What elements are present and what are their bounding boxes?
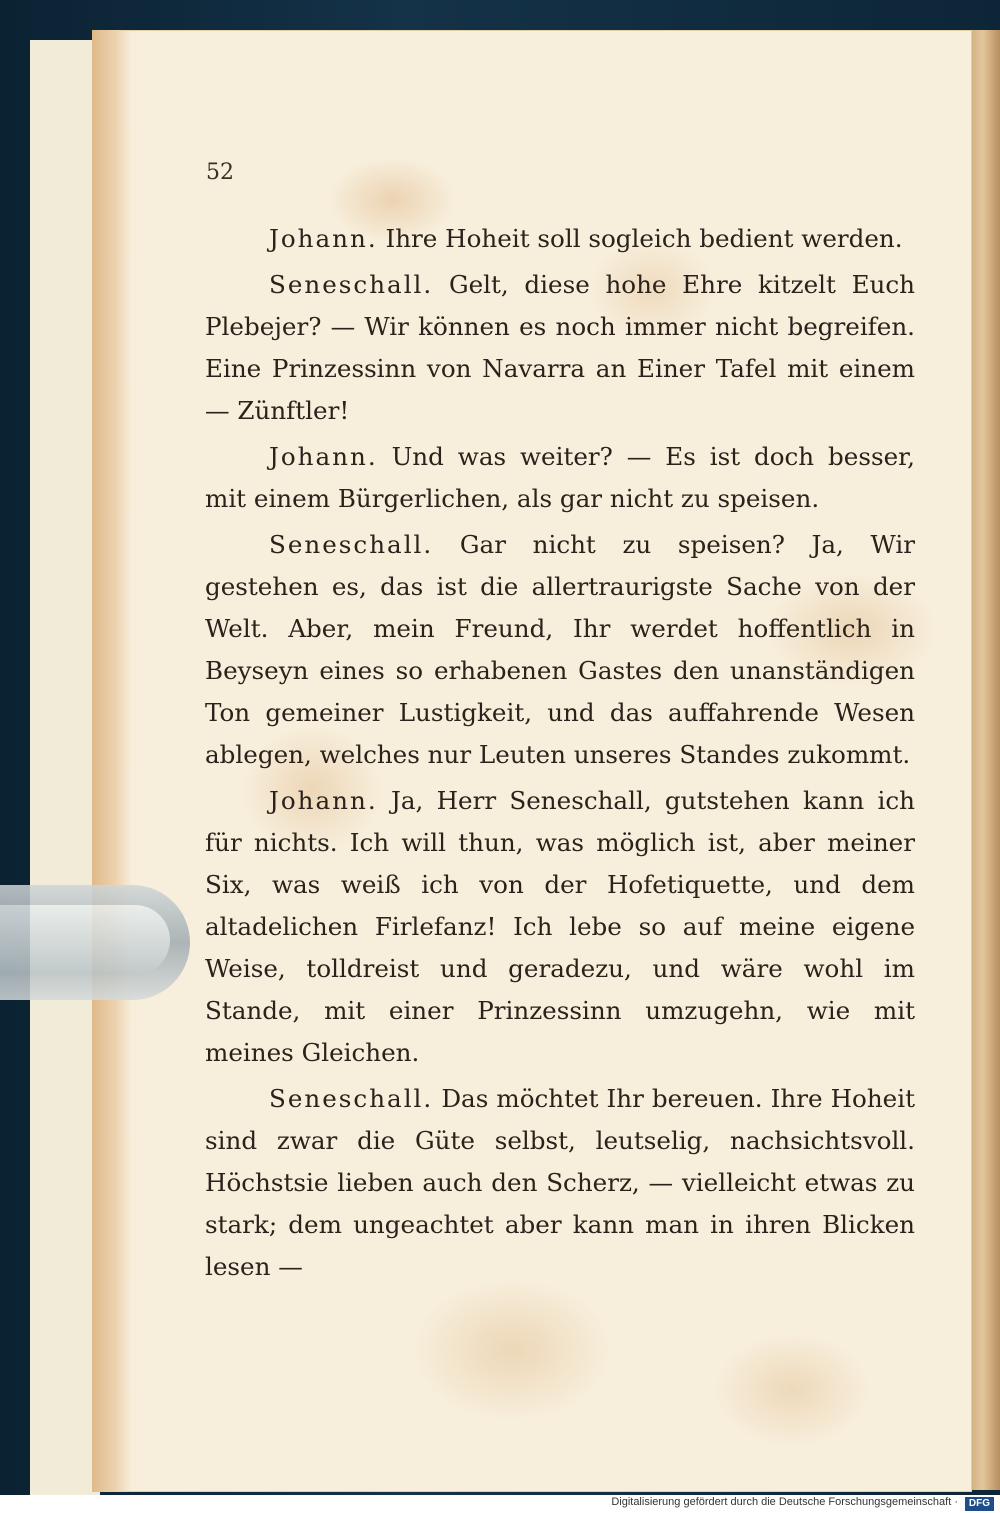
funding-credit: Digitalisierung gefördert durch die Deutsche Forschungsgemeinschaft · xyxy=(611,1496,958,1508)
dialogue-paragraph xyxy=(205,218,915,260)
speaker-name: Johann. xyxy=(269,224,378,253)
dialogue-paragraph xyxy=(205,780,915,1074)
dialogue-paragraph xyxy=(205,264,915,432)
dialogue-text: Ja, Herr Seneschall, gutstehen kann ich für nichts. Ich will thun, was möglich ist, aber meiner Six, was weiß ich von der Hofetiquette, und dem altadelichen Firlefanz! Ich lebe so auf meine eigene Weise, tolldreist und geradezu, und wäre wohl im Stande, mit einer Prinzessinn umzugehn, wie mit meines Gleichen. xyxy=(205,786,915,1067)
dialogue-text: Gar nicht zu speisen? Ja, Wir gestehen es, das ist die allertraurigste Sache von der Welt. Aber, mein Freund, Ihr werdet hoffentlich in Beyseyn eines so erhabenen Gastes den unanständigen Ton gemeiner Lustigkeit, und das auffahrende Wesen ablegen, welches nur Leuten unseres Standes zukommt. xyxy=(205,530,915,769)
speaker-name: Seneschall. xyxy=(269,270,434,299)
digitization-footer xyxy=(0,1495,1000,1513)
dialogue-paragraph xyxy=(205,436,915,520)
dialogue-text: Ihre Hoheit soll sogleich bedient werden. xyxy=(385,224,903,253)
page-number: 52 xyxy=(206,160,234,185)
dialogue-text: Das möchtet Ihr bereuen. Ihre Hoheit sind zwar die Güte selbst, leutselig, nachsichtsvoll. Höchstsie lieben auch den Scherz, — vielleicht etwas zu stark; dem ungeachtet aber kann man in ihren Blicken lesen — xyxy=(205,1084,915,1281)
previous-page-edge xyxy=(30,40,100,1495)
dfg-logo: DFG xyxy=(965,1497,994,1511)
clip-highlight xyxy=(0,905,170,975)
page-text xyxy=(205,218,915,1288)
page-holder-clip xyxy=(0,885,190,1000)
page-gutter-shadow xyxy=(92,30,132,1492)
dialogue-text: Und was weiter? — Es ist doch besser, mit einem Bürgerlichen, als gar nicht zu speisen. xyxy=(205,442,915,513)
dialogue-paragraph xyxy=(205,524,915,776)
dialogue-paragraph xyxy=(205,1078,915,1288)
speaker-name: Johann. xyxy=(269,442,378,471)
dialogue-text: Gelt, diese hohe Ehre kitzelt Euch Plebejer? — Wir können es noch immer nicht begreifen. Eine Prinzessinn von Navarra an Einer Tafel mit einem — Zünftler! xyxy=(205,270,915,425)
speaker-name: Johann. xyxy=(269,786,378,815)
speaker-name: Seneschall. xyxy=(269,1084,434,1113)
speaker-name: Seneschall. xyxy=(269,530,434,559)
